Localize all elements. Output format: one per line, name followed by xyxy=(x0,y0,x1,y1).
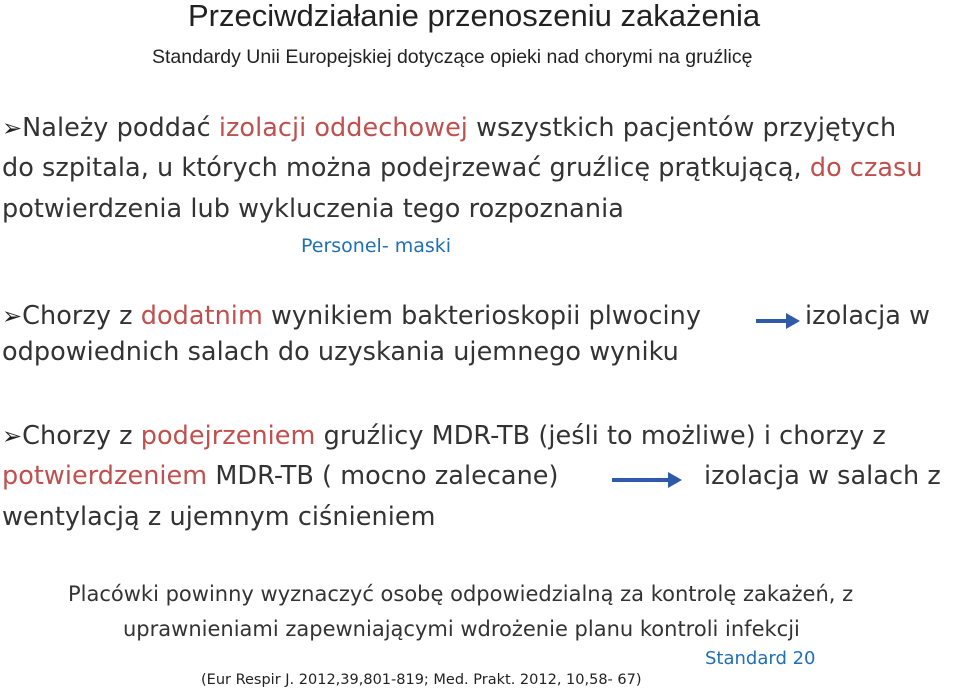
bullet3-line1: ➢Chorzy z podejrzeniem gruźlicy MDR-TB (jeśli to możliwe) i chorzy z xyxy=(2,421,886,451)
arrowhead-bullet-icon: ➢ xyxy=(2,302,23,330)
arrowhead-bullet-icon: ➢ xyxy=(2,422,23,450)
page-subtitle: Standardy Unii Europejskiej dotyczące opieki nad chorymi na gruźlicę xyxy=(152,46,753,68)
bullet2-line2: odpowiednich salach do uzyskania ujemnego wyniku xyxy=(2,337,679,367)
bullet3-line3: wentylacją z ujemnym ciśnieniem xyxy=(2,502,436,532)
bullet1-note: Personel- maski xyxy=(301,235,452,257)
bullet2-line1: ➢Chorzy z dodatnim wynikiem bakterioskopii plwociny xyxy=(2,301,702,331)
footer-line1: Placówki powinny wyznaczyć osobę odpowiedzialną za kontrolę zakażeń, z xyxy=(68,582,854,606)
right-arrow-icon xyxy=(612,471,682,489)
citation: (Eur Respir J. 2012,39,801-819; Med. Prakt. 2012, 10,58- 67) xyxy=(201,672,642,688)
bullet2-result: izolacja w xyxy=(805,301,930,331)
bullet3-result: izolacja w salach z xyxy=(704,461,941,491)
footer-line2: uprawnieniami zapewniającymi wdrożenie planu kontroli infekcji xyxy=(123,617,800,641)
bullet1-line3: potwierdzenia lub wykluczenia tego rozpoznania xyxy=(2,194,624,224)
right-arrow-icon xyxy=(756,312,800,330)
standard-label: Standard 20 xyxy=(705,648,816,669)
page-title: Przeciwdziałanie przenoszeniu zakażenia xyxy=(188,0,761,33)
bullet3-line2: potwierdzeniem MDR-TB ( mocno zalecane) xyxy=(2,461,559,491)
bullet1-line2: do szpitala, u których można podejrzewać gruźlicę prątkującą, do czasu xyxy=(2,153,923,183)
arrowhead-bullet-icon: ➢ xyxy=(2,114,23,142)
bullet1-line1: ➢Należy poddać izolacji oddechowej wszystkich pacjentów przyjętych xyxy=(2,113,897,143)
